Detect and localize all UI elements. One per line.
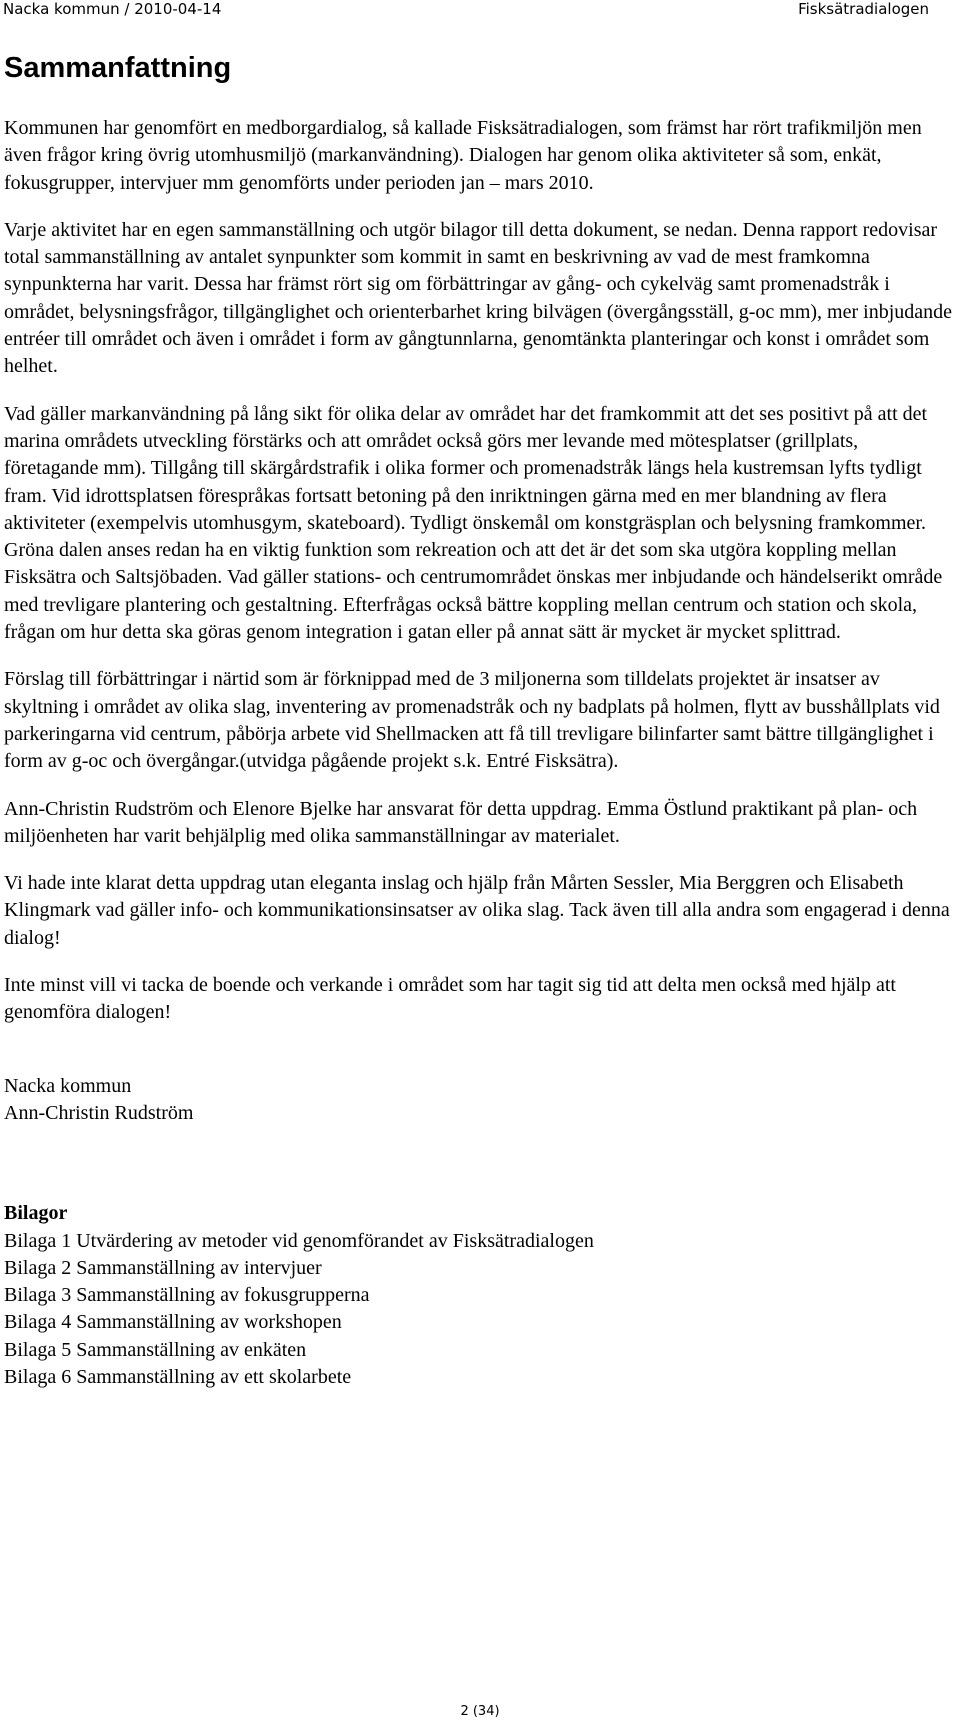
document-body bbox=[4, 115, 954, 1391]
attachment-item: Bilaga 3 Sammanställning av fokusgrupperna bbox=[4, 1284, 370, 1307]
attachments-heading: Bilagor bbox=[4, 1202, 68, 1225]
header-date-org: Nacka kommun / 2010-04-14 bbox=[3, 0, 222, 18]
signature-block bbox=[4, 1073, 954, 1128]
paragraph-responsible: Ann-Christin Rudström och Elenore Bjelke har ansvarat för detta uppdrag. Emma Östlund praktikant på plan- och miljöenheten har varit behjälplig med olika sammanställningar av materialet. bbox=[4, 797, 918, 847]
attachments-section bbox=[4, 1200, 954, 1391]
attachment-item: Bilaga 6 Sammanställning av ett skolarbete bbox=[4, 1365, 352, 1388]
paragraph-thanks-residents: Inte minst vill vi tacka de boende och verkande i området som har tagit sig tid att delta men också med hjälp att genomföra dialogen! bbox=[4, 974, 896, 1024]
paragraph-land-use: Vad gäller markanvändning på lång sikt för olika delar av området har det framkommit att det ses positivt på att det marina områdets utveckling förstärks och att området också görs mer levande med mötesplatser (grillplats, företagande mm). Tillgång till skärgårdstrafik i olika former och promenadstråk längs hela kustremsan lyfts tydligt fram. Vid idrottsplatsen förespråkas fortsatt betoning på den inriktningen gärna med en mer blandning av flera aktiviteter (exempelvis utomhusgym, skateboard). Tydligt önskemål om konstgräsplan och belysning framkommer. Gröna dalen anses redan ha en viktig funktion som rekreation och att det är det som ska utgöra koppling mellan Fisksätra och Saltsjöbaden. Vad gäller stations- och centrumområdet önskas mer inbjudande och händelserikt område med trevligare plantering och gestaltning. Efterfrågas också bättre koppling mellan centrum och station och skola, frågan om hur detta ska göras genom integration i gatan eller på annat sätt är mycket är mycket splittrad. bbox=[4, 402, 943, 644]
paragraph-intro: Kommunen har genomfört en medborgardialog, så kallade Fisksätradialogen, som främst har rört trafikmiljön men även frågor kring övrig utomhusmiljö (markanvändning). Dialogen har genom olika aktiviteter så som, enkät, fokusgrupper, intervjuer mm genomförts under perioden jan – mars 2010. bbox=[4, 117, 922, 194]
page-header bbox=[0, 0, 960, 22]
header-project-name: Fisksätradialogen bbox=[798, 0, 929, 18]
page-number: 2 (34) bbox=[460, 1704, 500, 1719]
paragraph-proposals: Förslag till förbättringar i närtid som är förknippad med de 3 miljonerna som tilldelats projektet är insatser av skyltning i området av olika slag, inventering av promenadstråk och ny badplats på holmen, flytt av busshållplats vid parkeringarna vid centrum, påbörja arbete vid Shellmacken att få till trevligare bilinfarter samt bättre tillgänglighet i form av g-oc och övergångar.(utvidga pågående projekt s.k. Entré Fisksätra). bbox=[4, 668, 940, 773]
attachment-item: Bilaga 1 Utvärdering av metoder vid genomförandet av Fisksätradialogen bbox=[4, 1229, 594, 1252]
attachment-item: Bilaga 4 Sammanställning av workshopen bbox=[4, 1311, 342, 1334]
attachment-item: Bilaga 2 Sammanställning av intervjuer bbox=[4, 1256, 322, 1279]
attachments-list bbox=[4, 1228, 954, 1392]
signature-org: Nacka kommun bbox=[4, 1074, 132, 1097]
attachment-item: Bilaga 5 Sammanställning av enkäten bbox=[4, 1338, 307, 1361]
paragraph-thanks: Vi hade inte klarat detta uppdrag utan eleganta inslag och hjälp från Mårten Sessler, Mia Berggren och Elisabeth Klingmark vad gäller info- och kommunikationsinsatser av olika slag. Tack även till alla andra som engagerad i denna dialog! bbox=[4, 872, 950, 949]
paragraph-activities: Varje aktivitet har en egen sammanställning och utgör bilagor till detta dokument, se nedan. Denna rapport redovisar total sammanställning av antalet synpunkter som kommit in samt en beskrivning av vad de mest framkomna synpunkterna har varit. Dessa har främst rört sig om förbättringar av gång- och cykelväg samt promenadstråk i området, belysningsfrågor, tillgänglighet och orienterbarhet kring bilvägen (övergångsställ, g-oc mm), mer inbjudande entréer till området och även i området i form av gångtunnlarna, genomtänkta planteringar och konst i området som helhet. bbox=[4, 218, 953, 378]
page-title: Sammanfattning bbox=[4, 52, 232, 84]
signature-name: Ann-Christin Rudström bbox=[4, 1101, 194, 1124]
